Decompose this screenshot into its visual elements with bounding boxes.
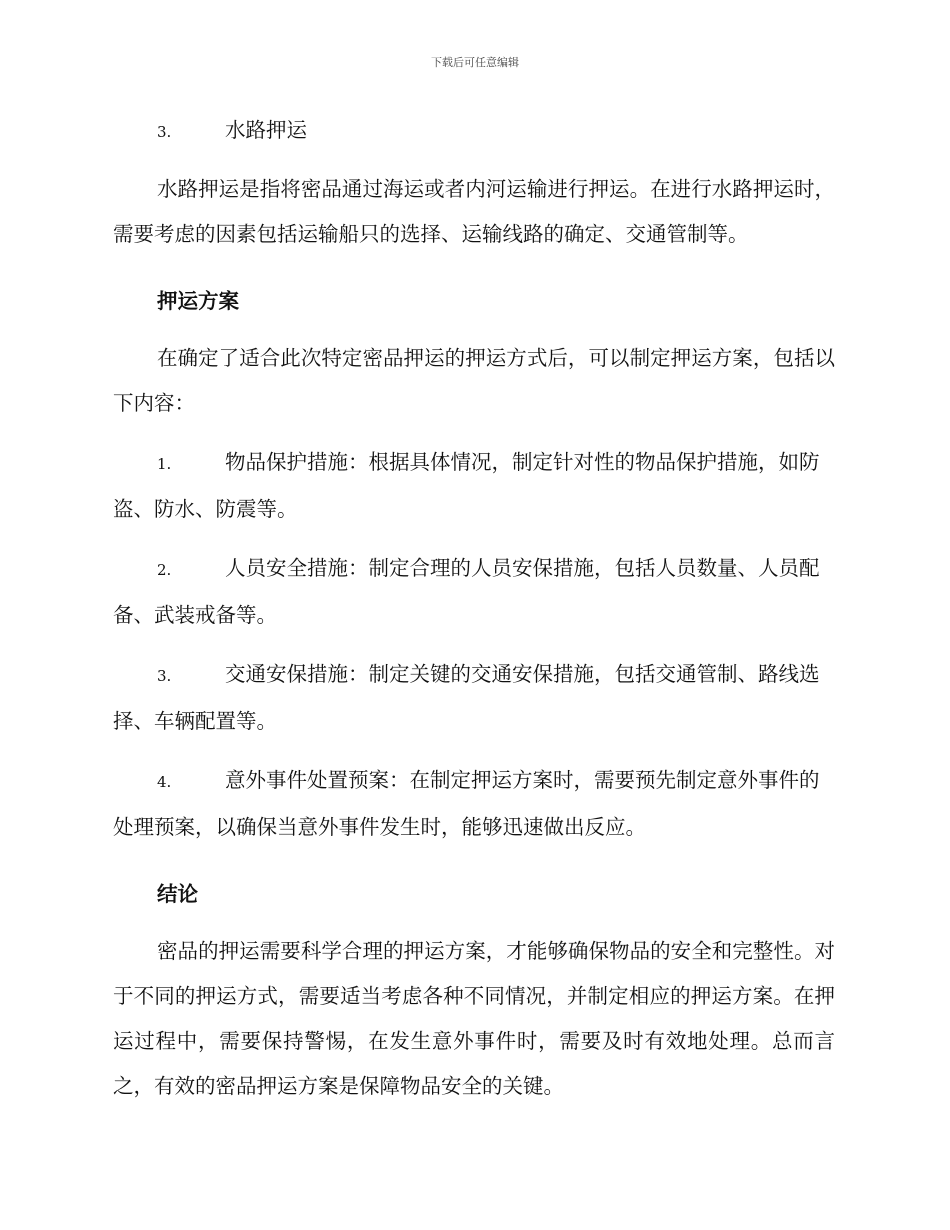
list-item (113, 440, 835, 532)
section-water-body: 水路押运是指将密品通过海运或者内河运输进行押运。在进行水路押运时，需要考虑的因素包括运输船只的选择、运输线路的确定、交通管制等。 (113, 177, 835, 246)
list-item (113, 546, 835, 638)
list-text: 意外事件处置预案：在制定押运方案时，需要预先制定意外事件的处理预案，以确保当意外事件发生时，能够迅速做出反应。 (113, 768, 820, 839)
list-number: 3. (157, 667, 172, 685)
list-number: 4. (157, 773, 172, 791)
section-water-title (113, 108, 835, 155)
list-text: 交通安保措施：制定关键的交通安保措施，包括交通管制、路线选择、车辆配置等。 (113, 662, 820, 733)
list-number: 2. (157, 561, 172, 579)
list-number: 3. (157, 123, 172, 141)
plan-intro: 在确定了适合此次特定密品押运的押运方式后，可以制定押运方案，包括以下内容： (113, 346, 835, 415)
section-title: 水路押运 (225, 118, 307, 142)
conclusion-heading: 结论 (157, 882, 198, 906)
list-text: 物品保护措施：根据具体情况，制定针对性的物品保护措施，如防盗、防水、防震等。 (113, 450, 820, 521)
list-item (113, 652, 835, 744)
page-header: 下载后可任意编辑 (431, 56, 519, 69)
list-number: 1. (157, 455, 172, 473)
document-body (113, 108, 835, 1109)
conclusion-body: 密品的押运需要科学合理的押运方案，才能够确保物品的安全和完整性。对于不同的押运方式，需要适当考虑各种不同情况，并制定相应的押运方案。在押运过程中，需要保持警惕，在发生意外事件时，需要及时有效地处理。总而言之，有效的密品押运方案是保障物品安全的关键。 (113, 939, 835, 1098)
list-item (113, 758, 835, 850)
list-text: 人员安全措施：制定合理的人员安保措施，包括人员数量、人员配备、武装戒备等。 (113, 556, 820, 627)
plan-heading: 押运方案 (157, 289, 239, 313)
